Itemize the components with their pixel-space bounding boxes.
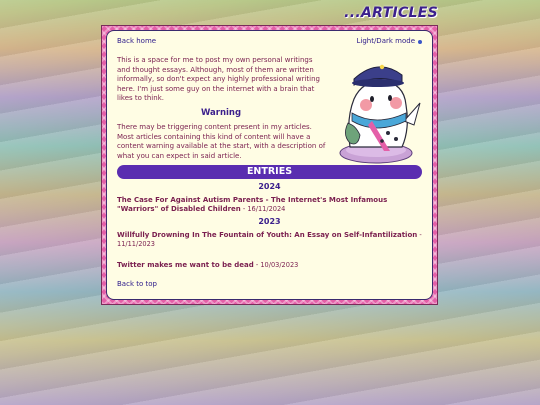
article-date: - 10/03/2023	[253, 261, 299, 269]
back-to-top-link[interactable]: Back to top	[117, 280, 157, 288]
intro-paragraph: This is a space for me to post my own personal writings and thought essays. Although, most of them are written informally, so don't expect any highly professional writing here. I'm just some guy on the internet with a brain that likes to think.	[117, 56, 321, 102]
warning-heading: Warning	[200, 107, 242, 118]
entries-heading: ENTRIES	[117, 165, 422, 179]
page-title: ...ARTICLES	[344, 5, 438, 21]
theme-toggle[interactable]	[356, 37, 422, 47]
year-heading-2024: 2024	[258, 182, 281, 191]
list-item	[117, 196, 422, 214]
article-date: - 16/11/2024	[240, 205, 286, 213]
article-link[interactable]: Twitter makes me want to be dead	[117, 261, 254, 269]
warning-paragraph: There may be triggering content present in my articles. Most articles containing this kind of content will have a content warning available at the start, with a description of what you can expect in said article.	[117, 123, 326, 160]
article-link[interactable]: The Case For Against Autism Parents - The Internet's Most Infamous "Warriors" of Disabled Children	[117, 196, 388, 213]
year-heading-2023: 2023	[258, 217, 281, 226]
content-panel	[106, 30, 433, 300]
top-nav	[117, 37, 422, 47]
theme-toggle-label[interactable]: Light/Dark mode	[356, 37, 415, 46]
mascot-illustration	[332, 51, 424, 167]
theme-toggle-dot-icon[interactable]	[418, 40, 422, 44]
content-frame	[101, 25, 438, 305]
article-link[interactable]: Willfully Drowning In The Fountain of Youth: An Essay on Self-Infantilization	[117, 231, 418, 239]
list-item	[117, 261, 422, 270]
back-home-link[interactable]: Back home	[117, 37, 157, 46]
list-item	[117, 231, 422, 249]
article-date: - 11/11/2023	[117, 231, 422, 248]
